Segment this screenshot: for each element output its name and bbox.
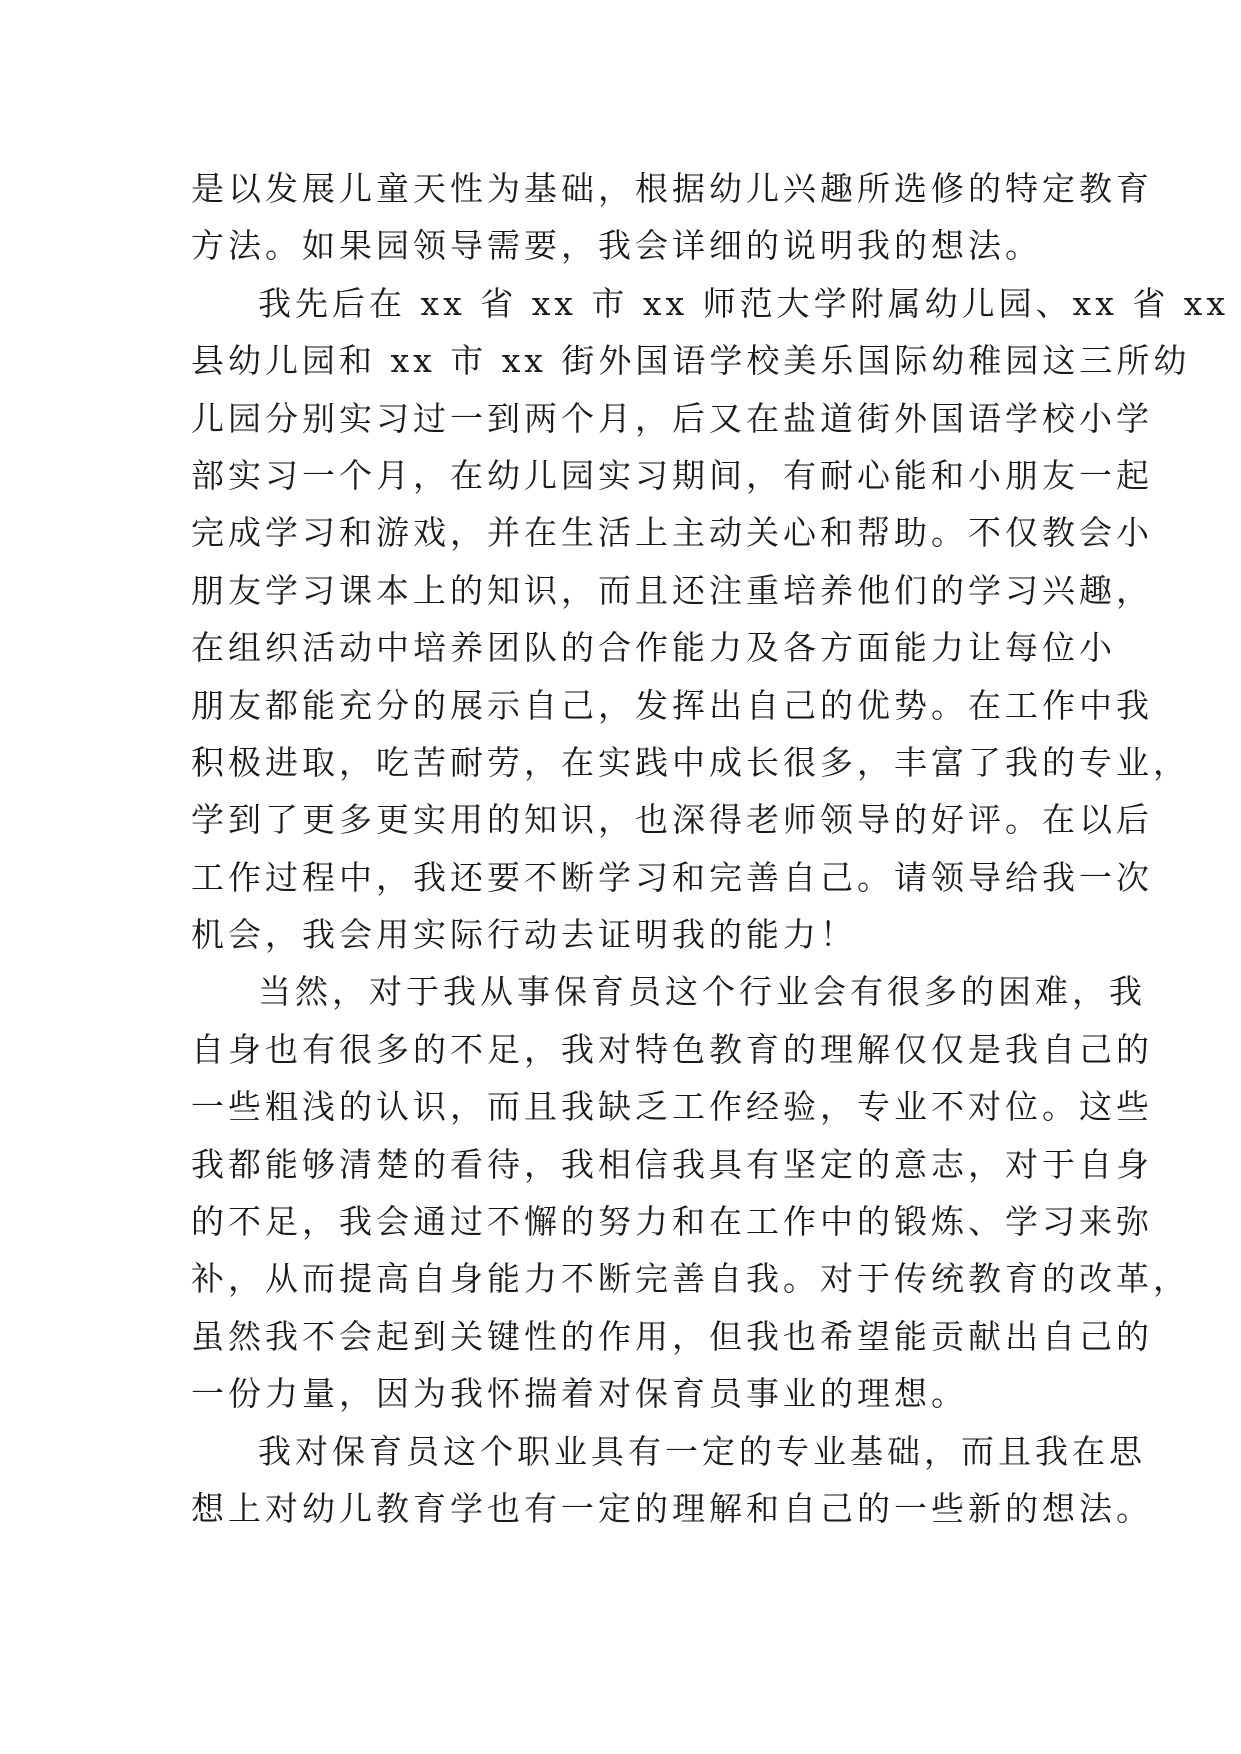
paragraph-line: 朋友都能充分的展示自己，发挥出自己的优势。在工作中我 [191,685,1153,725]
paragraph-line: 积极进取，吃苦耐劳，在实践中成长很多，丰富了我的专业， [191,742,1190,782]
paragraph-line: 方法。如果园领导需要，我会详细的说明我的想法。 [191,226,1042,266]
paragraph-line: 我先后在 xx 省 xx 市 xx 师范大学附属幼儿园、xx 省 xx [258,283,1230,323]
paragraph-line: 儿园分别实习过一到两个月，后又在盐道街外国语学校小学 [191,398,1153,438]
paragraph-line: 我对保育员这个职业具有一定的专业基础，而且我在思 [258,1431,1146,1471]
paragraph-line: 工作过程中，我还要不断学习和完善自己。请领导给我一次 [191,857,1153,897]
paragraph-line: 一些粗浅的认识，而且我缺乏工作经验，专业不对位。这些 [191,1087,1153,1127]
paragraph-line: 完成学习和游戏，并在生活上主动关心和帮助。不仅教会小 [191,513,1153,553]
paragraph-line: 部实习一个月，在幼儿园实习期间，有耐心能和小朋友一起 [191,455,1153,495]
paragraph-line: 学到了更多更实用的知识，也深得老师领导的好评。在以后 [191,800,1153,840]
paragraph-line: 虽然我不会起到关键性的作用，但我也希望能贡献出自己的 [191,1316,1153,1356]
paragraph-line: 机会，我会用实际行动去证明我的能力！ [191,915,857,955]
paragraph-line: 朋友学习课本上的知识，而且还注重培养他们的学习兴趣， [191,570,1153,610]
paragraph-line: 县幼儿园和 xx 市 xx 街外国语学校美乐国际幼稚园这三所幼 [191,341,1191,381]
paragraph-line: 是以发展儿童天性为基础，根据幼儿兴趣所选修的特定教育 [191,169,1153,208]
paragraph-line: 的不足，我会通过不懈的努力和在工作中的锻炼、学习来弥 [191,1202,1153,1242]
paragraph-line: 想上对幼儿教育学也有一定的理解和自己的一些新的想法。 [191,1488,1153,1528]
paragraph-line: 我都能够清楚的看待，我相信我具有坚定的意志，对于自身 [191,1144,1153,1184]
paragraph-line: 一份力量，因为我怀揣着对保育员事业的理想。 [191,1374,968,1414]
paragraph-line: 补，从而提高自身能力不断完善自我。对于传统教育的改革， [191,1259,1190,1299]
paragraph-line: 当然，对于我从事保育员这个行业会有很多的困难，我 [258,972,1146,1012]
paragraph-line: 自身也有很多的不足，我对特色教育的理解仅仅是我自己的 [191,1029,1153,1069]
paragraph-line: 在组织活动中培养团队的合作能力及各方面能力让每位小 [191,628,1116,668]
document-body [191,160,1230,1537]
